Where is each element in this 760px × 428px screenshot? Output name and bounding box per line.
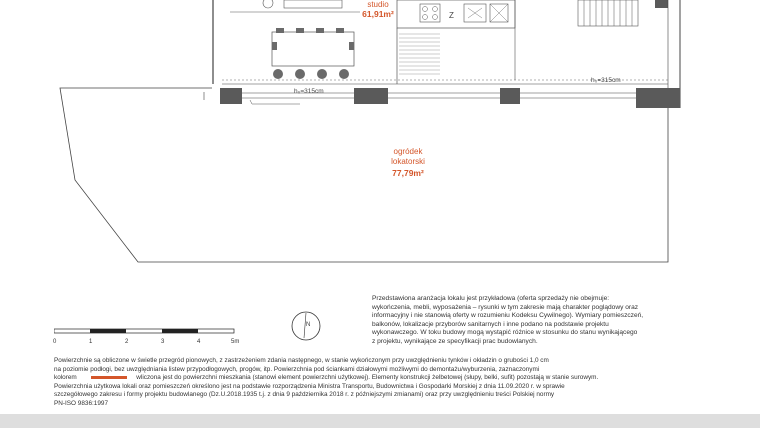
area-note-color-word: kolorem (54, 374, 77, 382)
column-mid-right (500, 88, 520, 104)
cooktop (420, 4, 440, 22)
scale-tick-3: 3 (161, 339, 165, 345)
kitchen-floor-stripes (399, 34, 440, 74)
area-note-line: Powierzchnie są obliczone w świetle przegród pionowych, z zastrzeżeniem zdania następnego, w stanie wykończonym przy uwzględnieniu tynków i okładzin o grubości 1,0 cm (54, 357, 549, 364)
garden-area: 77,79m² (392, 168, 424, 178)
disclaimer-line: wykończenia, mebli, wyposażenia – rysunki w tym zakresie mają charakter poglądowy oraz (372, 303, 639, 311)
studio-name: studio (367, 0, 389, 9)
column-right (636, 88, 680, 108)
chairs (272, 28, 354, 50)
garden-name-line1: ogródek (393, 147, 423, 156)
partition-color-swatch (91, 376, 127, 379)
disclaimer-line: wykonawczego. W toku budowy mogą wystąpić różnice w stosunku do stanu wynikającego (372, 329, 638, 337)
garden-outline (60, 88, 668, 262)
sofa (284, 0, 342, 8)
armchair (263, 0, 273, 8)
column-mid (354, 88, 388, 104)
area-note-line: na poziomie podłogi, bez uwzględniania listew przypodłogowych, progów, itp. Powierzchnia pod ściankami działowymi możliwymi do demontażu/wyburzenia, zaznaczonymi (54, 365, 540, 373)
scale-tick-2: 2 (125, 339, 129, 345)
area-note (54, 357, 754, 409)
compass-letter: N (306, 322, 311, 328)
area-note-line: szczegółowego zakresu i formy projektu budowlanego (Dz.U.2018.1935 t.j. z dnia 9 października 2018 r. z późniejszymi zmianami) oraz przy uwzględnieniu treści Polskiej normy (54, 391, 555, 399)
column-left (220, 88, 242, 104)
height-label-right: h₀=315cm (591, 77, 621, 84)
wall-top-right-block (655, 0, 668, 8)
svg-text:Z: Z (449, 11, 454, 20)
garden-name-line2: lokatorski (391, 157, 425, 166)
scale-tick-4: 4 (197, 339, 201, 345)
area-note-line3-end: wliczona jest do powierzchni mieszkania (stanowi element powierzchni użytkowej). Elementy konstrukcji żelbetowej (słupy, belki, sufit) pozostają w stanie surowym. (136, 374, 599, 382)
disclaimer-line: balkonów, lokalizacje przyborów sanitarnych i inne podano na podstawie projektu (372, 320, 609, 328)
scale-tick-0: 0 (53, 339, 57, 345)
disclaimer-line: informacyjny i nie stanowią oferty w rozumieniu Kodeksu Cywilnego). Wymiary pomieszczeń, (372, 312, 644, 320)
scale-tick-1: 1 (89, 339, 93, 345)
area-note-line: PN-ISO 9836:1997 (54, 399, 108, 407)
studio-area: 61,91m² (362, 9, 394, 19)
area-note-line: Powierzchnia użytkowa lokali oraz pomieszczeń określono jest na podstawie rozporządzenia Ministra Transportu, Budownictwa i Gospodarki Morskiej z dnia 11.09.2020 r. w sprawie (54, 382, 565, 390)
disclaimer (372, 295, 712, 347)
disclaimer-line: Przedstawiona aranżacja lokalu jest przykładowa (oferta sprzedaży nie obejmuje: (372, 295, 610, 302)
area-note-line (54, 374, 754, 383)
dining-table (272, 32, 354, 66)
scale-bar (54, 328, 244, 340)
height-label-left: h₀=315cm (294, 88, 324, 95)
disclaimer-line: z projektu, wynikające ze specyfikacji prac budowlanych. (372, 337, 538, 345)
footer-band (0, 414, 760, 428)
scale-tick-5: 5m (231, 339, 240, 345)
